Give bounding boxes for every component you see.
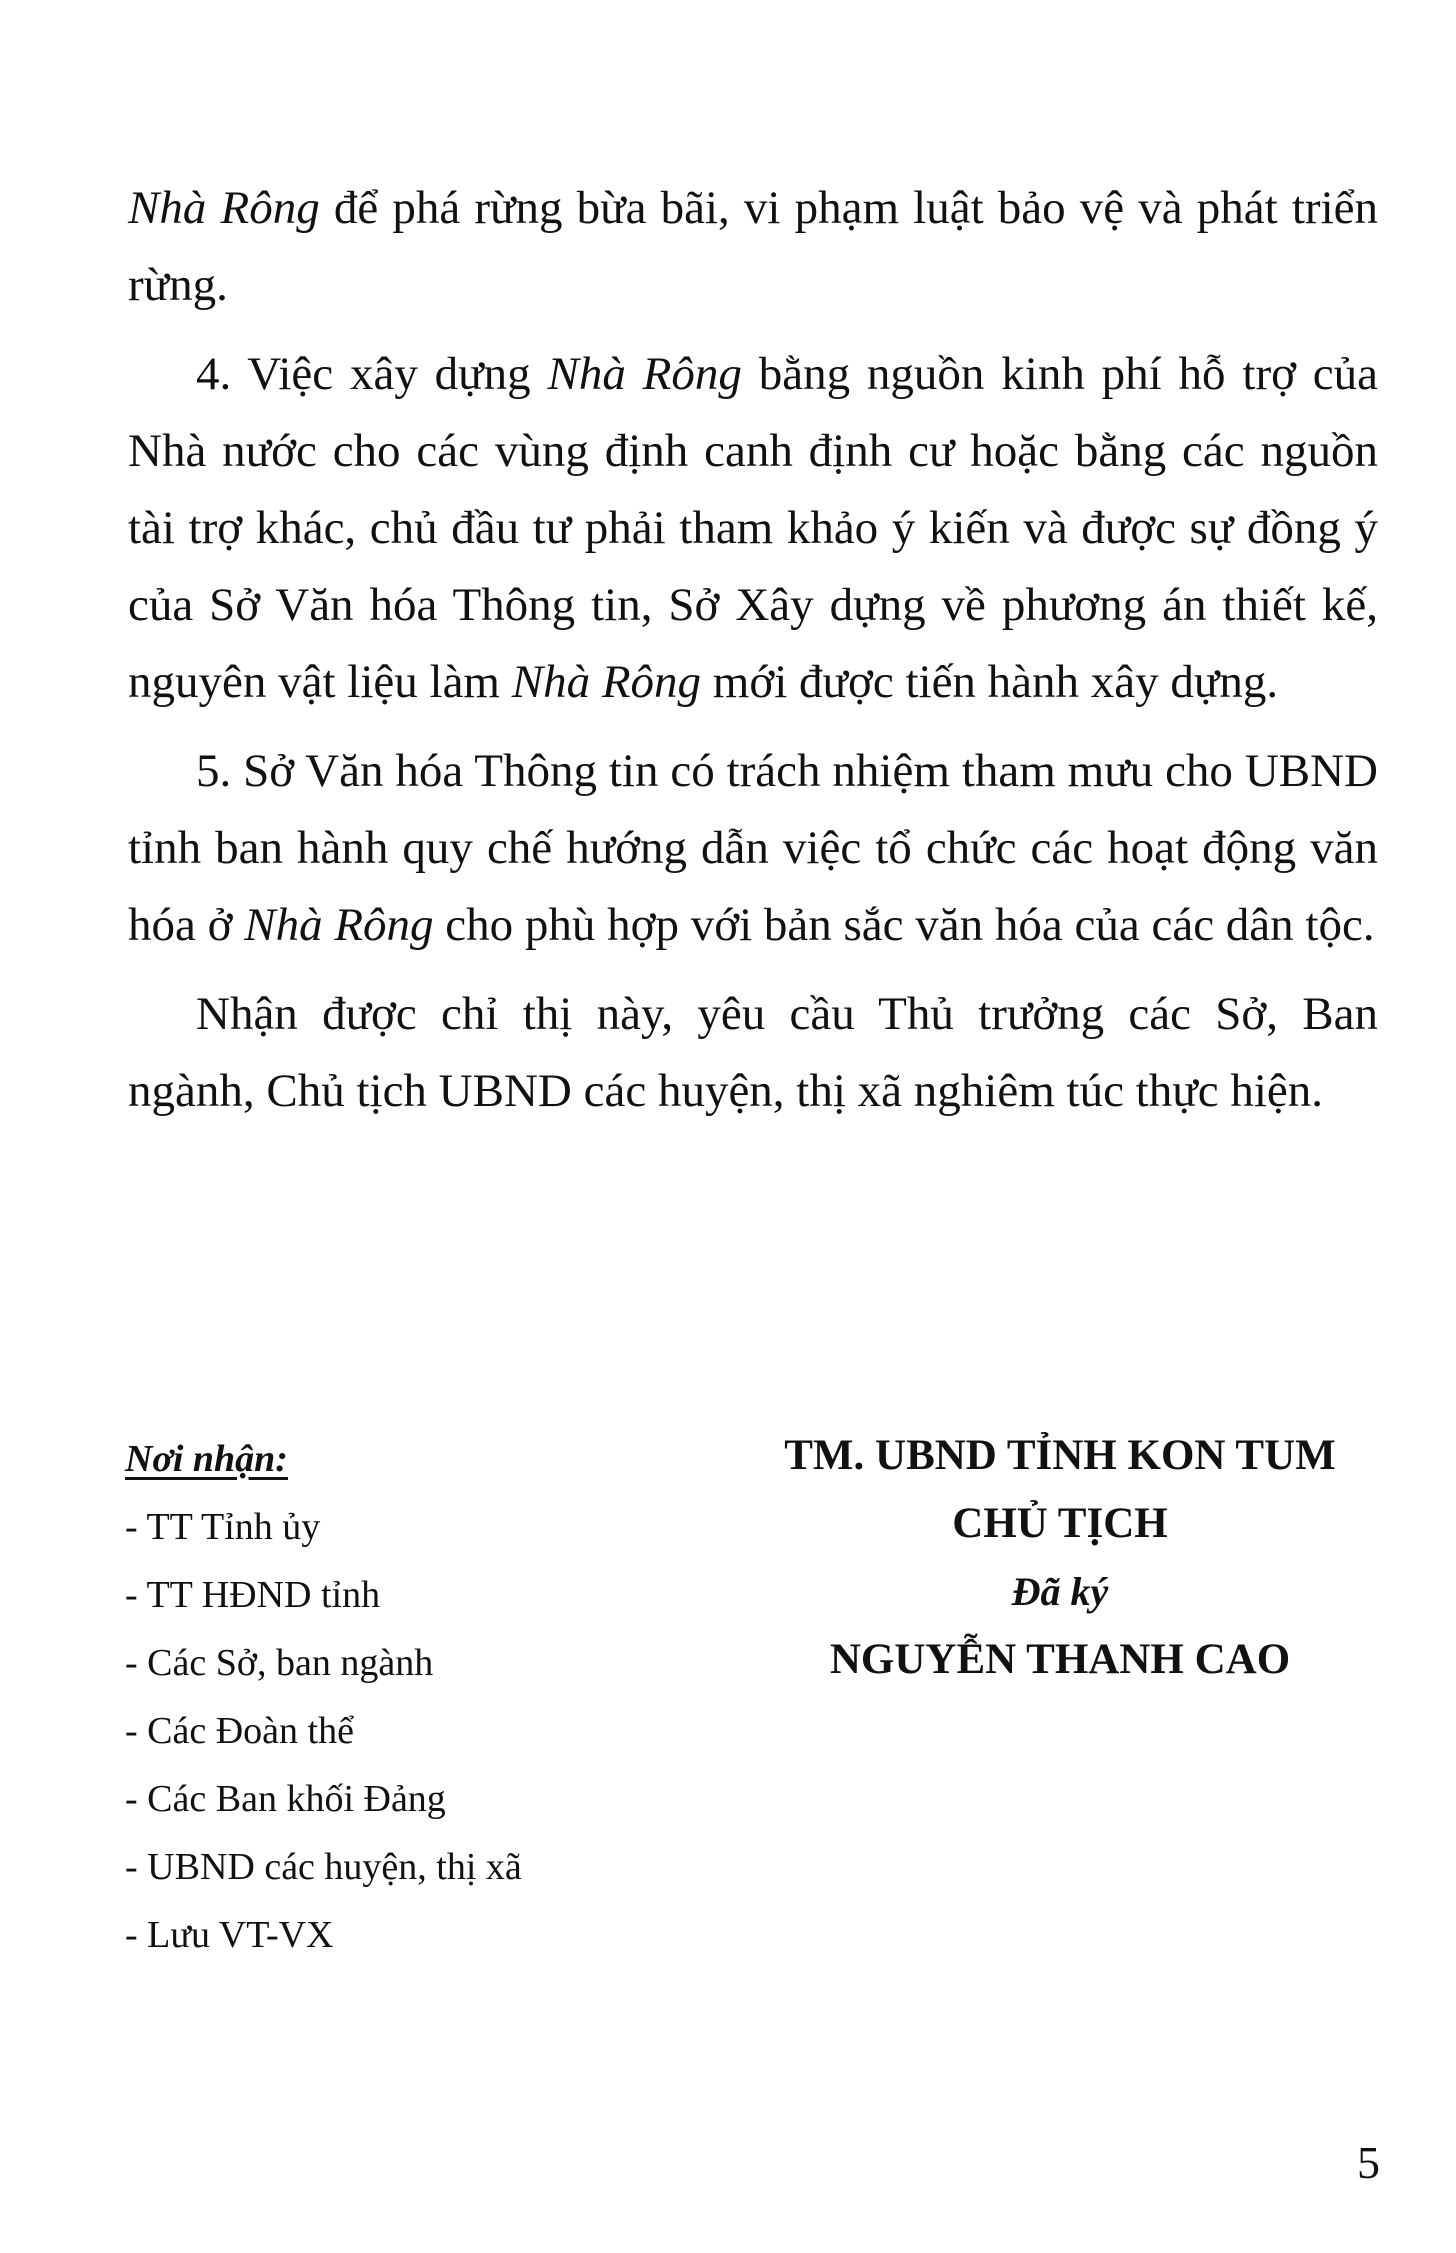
recipient-item: - TT HĐND tỉnh bbox=[125, 1574, 381, 1616]
paragraph-text: để phá rừng bừa bãi, vi phạm luật bảo vệ và phát triển rừng. bbox=[128, 182, 1378, 311]
paragraph-closing bbox=[128, 976, 1378, 1130]
recipient-item: - Các Ban khối Đảng bbox=[125, 1778, 446, 1820]
recipients-list bbox=[125, 1493, 685, 1969]
body-text bbox=[128, 170, 1378, 1142]
paragraph-text: Nhận được chỉ thị này, yêu cầu Thủ trưởng các Sở, Ban ngành, Chủ tịch UBND các huyện, thị xã nghiêm túc thực hiện. bbox=[128, 988, 1378, 1117]
paragraph-item-5 bbox=[128, 733, 1378, 964]
paragraph-text: 4. Việc xây dựng bbox=[196, 348, 548, 400]
signature-title: CHỦ TỊCH bbox=[952, 1500, 1168, 1547]
recipient-item: - Lưu VT-VX bbox=[125, 1914, 334, 1956]
recipient-item: - UBND các huyện, thị xã bbox=[125, 1846, 522, 1888]
paragraph-item-4 bbox=[128, 336, 1378, 721]
paragraph-text: mới được tiến hành xây dựng. bbox=[701, 656, 1279, 708]
recipient-item: - Các Sở, ban ngành bbox=[125, 1642, 434, 1684]
page-number: 5 bbox=[1357, 2137, 1380, 2188]
recipients-block bbox=[125, 1425, 685, 1969]
signature-organization: TM. UBND TỈNH KON TUM bbox=[784, 1432, 1336, 1479]
signature-signed-note: Đã ký bbox=[1011, 1569, 1109, 1614]
italic-term: Nhà Rông bbox=[128, 182, 320, 234]
recipient-item: - TT Tỉnh ủy bbox=[125, 1506, 321, 1548]
paragraph-text: bằng nguồn kinh phí hỗ trợ của Nhà nước cho các vùng định canh định cư hoặc bằng các nguồn tài trợ khác, chủ đầu tư phải tham khảo ý kiến và được sự đồng ý của Sở Văn hóa Thông tin, Sở Xây dựng về phương án thiết kế, nguyên vật liệu làm bbox=[128, 348, 1379, 708]
italic-term: Nhà Rông bbox=[511, 656, 702, 708]
italic-term: Nhà Rông bbox=[547, 348, 742, 400]
signature-block bbox=[740, 1422, 1380, 1694]
recipient-item: - Các Đoàn thể bbox=[125, 1710, 354, 1752]
italic-term: Nhà Rông bbox=[244, 899, 434, 951]
paragraph-text: cho phù hợp với bản sắc văn hóa của các dân tộc. bbox=[433, 899, 1375, 951]
recipients-heading: Nơi nhận: bbox=[125, 1438, 288, 1480]
paragraph-text: 5. Sở Văn hóa Thông tin có trách nhiệm tham mưu cho UBND tỉnh ban hành quy chế hướng dẫn việc tổ chức các hoạt động văn hóa ở bbox=[128, 745, 1378, 951]
paragraph-continuation bbox=[128, 170, 1378, 324]
signature-name: NGUYỄN THANH CAO bbox=[829, 1636, 1291, 1683]
